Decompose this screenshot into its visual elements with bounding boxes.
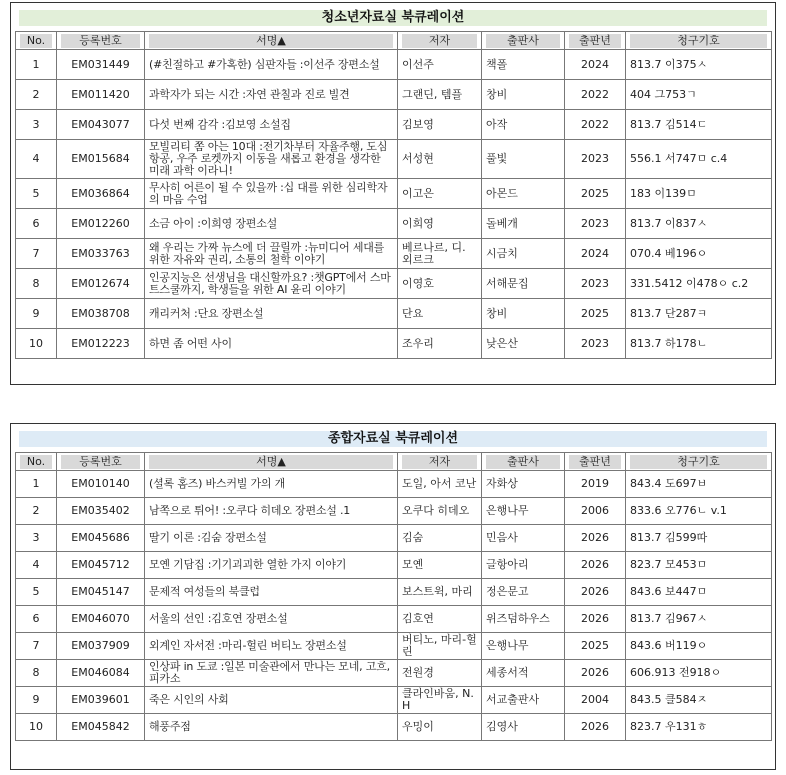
cell-no: 8 [16, 660, 57, 687]
cell-publisher: 시금치 [482, 239, 565, 269]
col-header-reg-no[interactable]: 등록번호 [57, 453, 145, 471]
cell-title: 해풍주점 [145, 714, 398, 741]
cell-title: 다섯 번째 감각 :김보영 소설집 [145, 110, 398, 140]
cell-year: 2026 [565, 606, 626, 633]
cell-reg-no: EM036864 [57, 179, 145, 209]
general-curation-panel [10, 423, 776, 770]
cell-year: 2022 [565, 80, 626, 110]
cell-call-no: 843.5 클584ㅈ [626, 687, 772, 714]
cell-author: 단요 [398, 299, 482, 329]
cell-year: 2025 [565, 179, 626, 209]
cell-publisher: 위즈덤하우스 [482, 606, 565, 633]
table-row[interactable] [16, 552, 772, 579]
cell-year: 2023 [565, 209, 626, 239]
cell-reg-no: EM045712 [57, 552, 145, 579]
table-row[interactable] [16, 110, 772, 140]
cell-publisher: 김영사 [482, 714, 565, 741]
cell-title: 과학자가 되는 시간 :자연 관칠과 진로 빌견 [145, 80, 398, 110]
cell-author: 보스트윅, 마리 [398, 579, 482, 606]
cell-author: 이고은 [398, 179, 482, 209]
table-row[interactable] [16, 660, 772, 687]
curation-table [15, 452, 772, 741]
cell-year: 2026 [565, 525, 626, 552]
cell-call-no: 813.7 김514ㄷ [626, 110, 772, 140]
cell-reg-no: EM033763 [57, 239, 145, 269]
cell-reg-no: EM045842 [57, 714, 145, 741]
cell-call-no: 813.7 하178ㄴ [626, 329, 772, 359]
cell-call-no: 823.7 모453ㅁ [626, 552, 772, 579]
cell-author: 이희영 [398, 209, 482, 239]
cell-call-no: 556.1 서747ㅁ c.4 [626, 140, 772, 179]
youth-curation-panel [10, 2, 776, 385]
table-row[interactable] [16, 140, 772, 179]
cell-author: 김숨 [398, 525, 482, 552]
table-row[interactable] [16, 179, 772, 209]
cell-call-no: 843.4 도697ㅂ [626, 471, 772, 498]
cell-call-no: 813.7 이837ㅅ [626, 209, 772, 239]
cell-author: 이선주 [398, 50, 482, 80]
cell-author: 도일, 아서 코난 [398, 471, 482, 498]
table-row[interactable] [16, 269, 772, 299]
cell-call-no: 331.5412 이478ㅇ c.2 [626, 269, 772, 299]
table-row[interactable] [16, 498, 772, 525]
cell-reg-no: EM012223 [57, 329, 145, 359]
cell-call-no: 843.6 버119ㅇ [626, 633, 772, 660]
cell-reg-no: EM046070 [57, 606, 145, 633]
cell-title: (셜록 홈즈) 바스커빌 가의 개 [145, 471, 398, 498]
cell-call-no: 070.4 베196ㅇ [626, 239, 772, 269]
cell-title: 남쪽으로 튀어! :오쿠다 히데오 장편소설 .1 [145, 498, 398, 525]
cell-no: 8 [16, 269, 57, 299]
cell-no: 9 [16, 687, 57, 714]
cell-title: 인공지능은 선생님을 대신할까요? :챗GPT에서 스마트스쿨까지, 학생들을 위한 AI 윤리 이야기 [145, 269, 398, 299]
table-row[interactable] [16, 714, 772, 741]
cell-no: 2 [16, 498, 57, 525]
cell-year: 2004 [565, 687, 626, 714]
cell-publisher: 세종서적 [482, 660, 565, 687]
cell-year: 2024 [565, 239, 626, 269]
col-header-author[interactable]: 저자 [398, 32, 482, 50]
cell-no: 3 [16, 110, 57, 140]
col-header-title-sorted[interactable]: 서명▲ [145, 453, 398, 471]
col-header-reg-no[interactable]: 등록번호 [57, 32, 145, 50]
cell-publisher: 돌베개 [482, 209, 565, 239]
cell-author: 조우리 [398, 329, 482, 359]
table-row[interactable] [16, 525, 772, 552]
cell-author: 전원경 [398, 660, 482, 687]
table-row[interactable] [16, 606, 772, 633]
col-header-call-no[interactable]: 청구기호 [626, 32, 772, 50]
cell-title: 소금 아이 :이희영 장편소설 [145, 209, 398, 239]
cell-no: 7 [16, 633, 57, 660]
table-row[interactable] [16, 687, 772, 714]
cell-title: 모빌리티 쫌 아는 10대 :전기차부터 자율주행, 도심항공, 우주 로켓까지 이동을 새롭고 환경을 생각한 미래 과학 이라니! [145, 140, 398, 179]
cell-year: 2019 [565, 471, 626, 498]
col-header-call-no[interactable]: 청구기호 [626, 453, 772, 471]
cell-no: 9 [16, 299, 57, 329]
cell-author: 클라인바움, N. H [398, 687, 482, 714]
col-header-no[interactable]: No. [16, 453, 57, 471]
cell-reg-no: EM031449 [57, 50, 145, 80]
cell-title: 모옌 기담집 :기기괴괴한 열한 가지 이야기 [145, 552, 398, 579]
cell-call-no: 813.7 김967ㅅ [626, 606, 772, 633]
cell-reg-no: EM015684 [57, 140, 145, 179]
cell-reg-no: EM012674 [57, 269, 145, 299]
cell-call-no: 823.7 우131ㅎ [626, 714, 772, 741]
cell-title: 외계인 자서전 :마리-헐린 버티노 장편소설 [145, 633, 398, 660]
cell-reg-no: EM046084 [57, 660, 145, 687]
cell-publisher: 낮은산 [482, 329, 565, 359]
cell-no: 2 [16, 80, 57, 110]
cell-reg-no: EM010140 [57, 471, 145, 498]
cell-no: 5 [16, 179, 57, 209]
cell-year: 2026 [565, 714, 626, 741]
cell-author: 김호연 [398, 606, 482, 633]
cell-publisher: 글항아리 [482, 552, 565, 579]
table-row[interactable] [16, 50, 772, 80]
section-title: 청소년자료실 북큐레이션 [19, 10, 767, 26]
cell-reg-no: EM045147 [57, 579, 145, 606]
cell-author: 모옌 [398, 552, 482, 579]
cell-no: 4 [16, 552, 57, 579]
cell-year: 2023 [565, 329, 626, 359]
cell-reg-no: EM035402 [57, 498, 145, 525]
cell-no: 6 [16, 606, 57, 633]
col-header-publisher[interactable]: 출판사 [482, 453, 565, 471]
cell-year: 2026 [565, 660, 626, 687]
cell-reg-no: EM039601 [57, 687, 145, 714]
col-header-no[interactable]: No. [16, 32, 57, 50]
table-row[interactable] [16, 633, 772, 660]
header-row [16, 453, 772, 471]
cell-year: 2023 [565, 140, 626, 179]
cell-author: 오쿠다 히데오 [398, 498, 482, 525]
cell-year: 2025 [565, 633, 626, 660]
cell-title: 무사히 어른이 될 수 있을까 :십 대를 위한 심리학자의 마음 수업 [145, 179, 398, 209]
cell-title: 하면 좀 어떤 사이 [145, 329, 398, 359]
cell-call-no: 813.7 단287ㅋ [626, 299, 772, 329]
cell-no: 3 [16, 525, 57, 552]
cell-publisher: 아작 [482, 110, 565, 140]
cell-publisher: 창비 [482, 299, 565, 329]
header-row [16, 32, 772, 50]
col-header-author[interactable]: 저자 [398, 453, 482, 471]
cell-call-no: 843.6 보447ㅁ [626, 579, 772, 606]
cell-call-no: 833.6 오776ㄴ v.1 [626, 498, 772, 525]
cell-call-no: 813.7 김599따 [626, 525, 772, 552]
table-row[interactable] [16, 239, 772, 269]
table-row[interactable] [16, 209, 772, 239]
col-header-title-sorted[interactable]: 서명▲ [145, 32, 398, 50]
cell-year: 2006 [565, 498, 626, 525]
cell-year: 2025 [565, 299, 626, 329]
cell-publisher: 은행나무 [482, 498, 565, 525]
cell-call-no: 404 그753ㄱ [626, 80, 772, 110]
table-row[interactable] [16, 80, 772, 110]
cell-no: 6 [16, 209, 57, 239]
cell-author: 그랜딘, 템플 [398, 80, 482, 110]
cell-call-no: 813.7 이375ㅅ [626, 50, 772, 80]
cell-no: 4 [16, 140, 57, 179]
cell-publisher: 아몬드 [482, 179, 565, 209]
cell-no: 10 [16, 329, 57, 359]
cell-title: 죽은 시인의 사회 [145, 687, 398, 714]
col-header-year[interactable]: 출판년 [565, 32, 626, 50]
table-row[interactable] [16, 329, 772, 359]
cell-title: 딸기 이론 :김숨 장편소설 [145, 525, 398, 552]
cell-year: 2026 [565, 552, 626, 579]
cell-title: (#친절하고 #가혹한) 심판자들 :이선주 장편소설 [145, 50, 398, 80]
cell-title: 문제적 여성들의 북클럽 [145, 579, 398, 606]
cell-author: 베르나르, 디. 외르크 [398, 239, 482, 269]
cell-reg-no: EM038708 [57, 299, 145, 329]
table-row[interactable] [16, 579, 772, 606]
cell-author: 김보영 [398, 110, 482, 140]
cell-author: 이영호 [398, 269, 482, 299]
cell-year: 2022 [565, 110, 626, 140]
table-row[interactable] [16, 471, 772, 498]
cell-author: 버티노, 마리-헐린 [398, 633, 482, 660]
cell-publisher: 서해문집 [482, 269, 565, 299]
section-title: 종합자료실 북큐레이션 [19, 431, 767, 447]
cell-year: 2026 [565, 579, 626, 606]
cell-publisher: 정은문고 [482, 579, 565, 606]
cell-title: 인상파 in 도쿄 :일본 미술관에서 만나는 모네, 고흐, 피카소 [145, 660, 398, 687]
col-header-year[interactable]: 출판년 [565, 453, 626, 471]
cell-publisher: 책폴 [482, 50, 565, 80]
cell-no: 7 [16, 239, 57, 269]
cell-year: 2023 [565, 269, 626, 299]
cell-title: 서울의 선인 :김호연 장편소설 [145, 606, 398, 633]
cell-reg-no: EM011420 [57, 80, 145, 110]
cell-publisher: 은행나무 [482, 633, 565, 660]
cell-author: 우밍이 [398, 714, 482, 741]
cell-publisher: 서교출판사 [482, 687, 565, 714]
cell-title: 캐리커처 :단요 장편소설 [145, 299, 398, 329]
cell-publisher: 자화상 [482, 471, 565, 498]
cell-no: 5 [16, 579, 57, 606]
cell-reg-no: EM012260 [57, 209, 145, 239]
col-header-publisher[interactable]: 출판사 [482, 32, 565, 50]
cell-publisher: 창비 [482, 80, 565, 110]
cell-no: 1 [16, 471, 57, 498]
cell-author: 서성현 [398, 140, 482, 179]
cell-reg-no: EM037909 [57, 633, 145, 660]
curation-table [15, 31, 772, 359]
cell-title: 왜 우리는 가짜 뉴스에 더 끌릴까 :뉴미디어 세대를 위한 자유와 권리, 소통의 철학 이야기 [145, 239, 398, 269]
cell-call-no: 606.913 전918ㅇ [626, 660, 772, 687]
cell-publisher: 풀빛 [482, 140, 565, 179]
table-row[interactable] [16, 299, 772, 329]
cell-no: 10 [16, 714, 57, 741]
cell-reg-no: EM045686 [57, 525, 145, 552]
cell-call-no: 183 이139ㅁ [626, 179, 772, 209]
cell-publisher: 민음사 [482, 525, 565, 552]
cell-reg-no: EM043077 [57, 110, 145, 140]
cell-year: 2024 [565, 50, 626, 80]
cell-no: 1 [16, 50, 57, 80]
